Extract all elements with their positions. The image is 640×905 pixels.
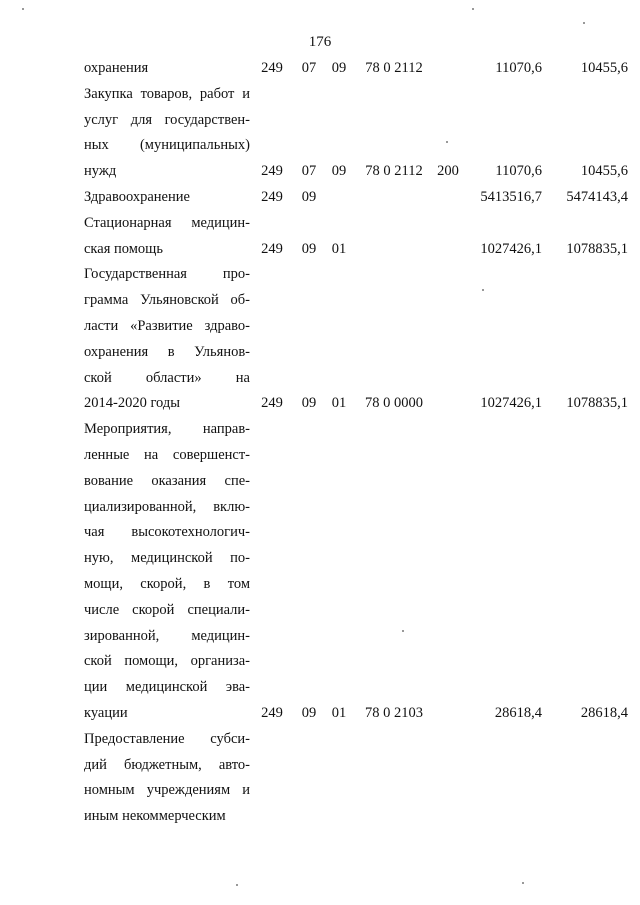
budget-table-container [84, 56, 628, 830]
row-name-line: ская помощь [84, 240, 163, 257]
amount-year-2 [542, 727, 628, 830]
ministry-code: 249 [261, 395, 283, 412]
ministry-code: 249 [261, 240, 283, 257]
table-row [84, 82, 628, 185]
target-article-code [354, 185, 434, 211]
row-name-line: Предоставление субси- [84, 730, 250, 747]
budget-table [84, 56, 628, 830]
expense-type-code [434, 185, 462, 211]
subsection-code [324, 185, 354, 211]
row-name-line: вование оказания спе- [84, 472, 250, 489]
row-name-line: ласти «Развитие здраво- [84, 317, 250, 334]
amount-year-1: 11070,6 [495, 163, 542, 180]
amount-year-1: 5413516,7 [480, 188, 542, 205]
row-name-line: ных (муниципальных) [84, 137, 250, 154]
ministry-code: 249 [261, 60, 283, 76]
row-name-line: Здравоохранение [84, 188, 190, 205]
table-row [84, 262, 628, 417]
row-name-line: охранения в Ульянов- [84, 343, 250, 360]
ministry-code: 249 [261, 163, 283, 180]
row-name-line: куации [84, 704, 128, 721]
row-name-line: иным некоммерческим [84, 808, 226, 825]
row-name [84, 82, 250, 185]
row-name-line: зированной, медицин- [84, 627, 250, 644]
expense-type-code: 200 [437, 163, 459, 180]
row-name [84, 56, 250, 82]
amount-year-1 [462, 727, 542, 830]
expense-type-code [434, 262, 462, 417]
section-code: 09 [301, 240, 317, 257]
section-code: 07 [301, 163, 317, 180]
target-article-code: 78 0 0000 [365, 395, 423, 412]
amount-year-1: 1027426,1 [480, 240, 542, 257]
section-code: 09 [301, 188, 317, 205]
target-article-code [354, 727, 434, 830]
amount-year-1: 28618,4 [494, 704, 542, 721]
row-name-line: ской помощи, организа- [84, 653, 250, 670]
subsection-code: 01 [331, 240, 347, 257]
amount-year-2: 1078835,1 [566, 395, 628, 412]
amount-year-2: 28618,4 [580, 704, 628, 721]
table-row [84, 417, 628, 727]
row-name-line: нужд [84, 163, 117, 180]
target-article-code: 78 0 2112 [365, 163, 423, 180]
subsection-code: 01 [331, 395, 347, 412]
amount-year-2: 1078835,1 [566, 240, 628, 257]
row-name [84, 727, 250, 830]
row-name-line: дий бюджетным, авто- [84, 756, 250, 773]
row-name-line: Мероприятия, направ- [84, 421, 250, 438]
row-name-line: мощи, скорой, в том [84, 575, 250, 592]
amount-year-2: 5474143,4 [566, 188, 628, 205]
expense-type-code [434, 211, 462, 263]
section-code [294, 727, 324, 830]
row-name-line: Закупка товаров, работ и [84, 85, 250, 102]
ministry-code: 249 [261, 704, 283, 721]
row-name-line: ции медицинской эва- [84, 679, 250, 696]
row-name [84, 417, 250, 727]
amount-year-1: 1027426,1 [480, 395, 542, 412]
table-row [84, 185, 628, 211]
row-name-line: циализированной, вклю- [84, 498, 250, 515]
subsection-code [324, 727, 354, 830]
row-name [84, 185, 250, 211]
row-name-line: охранения [84, 60, 149, 76]
row-name-line: Стационарная медицин- [84, 214, 250, 231]
row-name-line: ную, медицинской по- [84, 550, 250, 567]
row-name-line: грамма Ульяновской об- [84, 292, 250, 309]
section-code: 07 [301, 60, 317, 76]
row-name-line: ской области» на [84, 369, 250, 386]
row-name-line: числе скорой специали- [84, 601, 250, 618]
row-name-line: Государственная про- [84, 266, 250, 283]
amount-year-2: 10455,6 [580, 163, 628, 180]
target-article-code: 78 0 2103 [365, 704, 423, 721]
ministry-code [250, 727, 294, 830]
expense-type-code [434, 727, 462, 830]
amount-year-2: 10455,6 [580, 60, 628, 76]
subsection-code: 01 [331, 704, 347, 721]
row-name-line: 2014-2020 годы [84, 395, 180, 412]
row-name [84, 262, 250, 417]
page-number: 176 [308, 34, 332, 50]
subsection-code: 09 [331, 60, 347, 76]
row-name-line: номным учреждениям и [84, 782, 250, 799]
row-name-line: услуг для государствен- [84, 111, 250, 128]
table-row [84, 211, 628, 263]
subsection-code: 09 [331, 163, 347, 180]
section-code: 09 [301, 395, 317, 412]
expense-type-code [434, 417, 462, 727]
expense-type-code [434, 56, 462, 82]
target-article-code: 78 0 2112 [365, 60, 423, 76]
ministry-code: 249 [261, 188, 283, 205]
row-name-line: чая высокотехнологич- [84, 524, 250, 541]
row-name-line: ленные на совершенст- [84, 446, 250, 463]
table-row [84, 727, 628, 830]
section-code: 09 [301, 704, 317, 721]
table-row [84, 56, 628, 82]
amount-year-1: 11070,6 [495, 60, 542, 76]
row-name [84, 211, 250, 263]
target-article-code [354, 211, 434, 263]
